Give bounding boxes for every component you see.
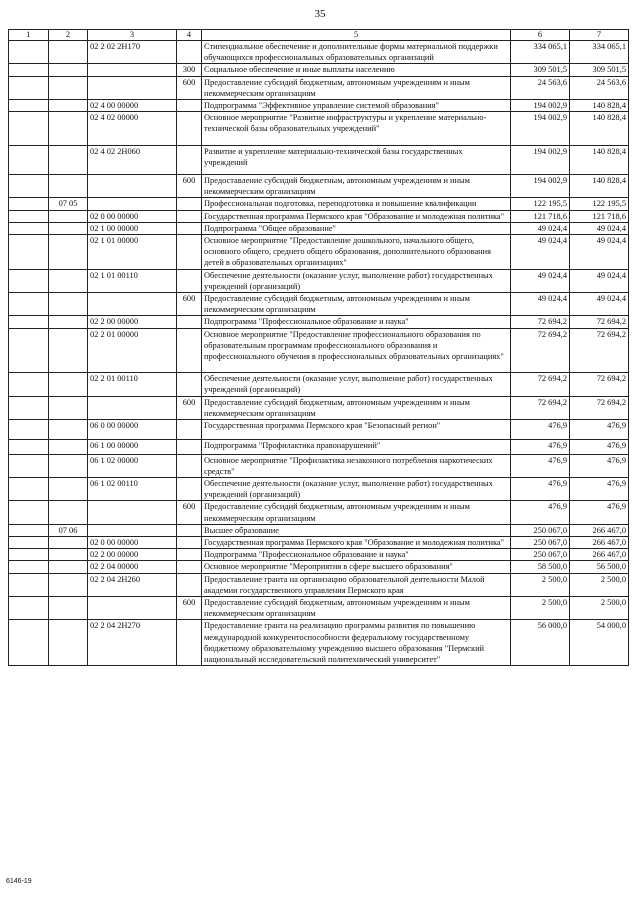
expense-type-cell	[177, 440, 202, 454]
item-name-cell: Подпрограмма "Общее образование"	[202, 222, 511, 234]
table-row	[9, 235, 629, 270]
amount-year2-cell: 266 467,0	[570, 536, 629, 548]
expense-type-cell	[177, 620, 202, 666]
item-name-cell: Основное мероприятие "Развитие инфраструктуры и укрепление материально-технической базы образовательных учреждений"	[202, 112, 511, 145]
target-code-cell	[88, 524, 177, 536]
amount-year2-cell: 140 828,4	[570, 175, 629, 198]
amount-year2-cell: 140 828,4	[570, 100, 629, 112]
item-name-cell: Государственная программа Пермского края "Образование и молодежная политика"	[202, 210, 511, 222]
target-code-cell: 02 1 01 00110	[88, 269, 177, 292]
amount-year2-cell: 72 694,2	[570, 396, 629, 419]
table-row	[9, 596, 629, 619]
amount-year1-cell: 56 000,0	[511, 620, 570, 666]
item-name-cell: Основное мероприятие "Мероприятия в сфере высшего образования"	[202, 561, 511, 573]
item-name-cell: Основное мероприятие "Профилактика незаконного потребления наркотических средств"	[202, 454, 511, 477]
empty-cell	[9, 76, 49, 99]
amount-year1-cell: 49 024,4	[511, 269, 570, 292]
amount-year1-cell: 72 694,2	[511, 396, 570, 419]
section-code-cell	[49, 477, 88, 500]
item-name-cell: Основное мероприятие "Предоставление дошкольного, начального общего, основного общего, среднего общего образования, дополнительного образования детей в образовательных организациях"	[202, 235, 511, 270]
empty-cell	[9, 316, 49, 328]
expense-type-cell: 600	[177, 596, 202, 619]
target-code-cell: 06 1 02 00110	[88, 477, 177, 500]
amount-year2-cell: 476,9	[570, 420, 629, 440]
table-row	[9, 64, 629, 76]
amount-year2-cell: 309 501,5	[570, 64, 629, 76]
amount-year1-cell: 49 024,4	[511, 235, 570, 270]
target-code-cell: 02 0 00 00000	[88, 210, 177, 222]
empty-cell	[9, 41, 49, 64]
item-name-cell: Предоставление субсидий бюджетным, автономным учреждениям и иным некоммерческим организациям	[202, 76, 511, 99]
amount-year2-cell: 266 467,0	[570, 549, 629, 561]
empty-cell	[9, 100, 49, 112]
item-name-cell: Государственная программа Пермского края "Образование и молодежная политика"	[202, 536, 511, 548]
target-code-cell: 02 2 01 00000	[88, 328, 177, 373]
amount-year1-cell: 476,9	[511, 440, 570, 454]
target-code-cell: 02 2 04 2Н260	[88, 573, 177, 596]
section-code-cell	[49, 454, 88, 477]
amount-year2-cell: 49 024,4	[570, 222, 629, 234]
target-code-cell: 02 1 01 00000	[88, 235, 177, 270]
amount-year1-cell: 476,9	[511, 454, 570, 477]
amount-year1-cell: 122 195,5	[511, 198, 570, 210]
amount-year1-cell: 476,9	[511, 477, 570, 500]
target-code-cell: 02 4 00 00000	[88, 100, 177, 112]
section-code-cell	[49, 235, 88, 270]
item-name-cell: Подпрограмма "Профессиональное образование и наука"	[202, 549, 511, 561]
expense-type-cell	[177, 100, 202, 112]
empty-cell	[9, 573, 49, 596]
col-header-6: 6	[511, 30, 570, 41]
amount-year2-cell: 72 694,2	[570, 328, 629, 373]
target-code-cell: 02 1 00 00000	[88, 222, 177, 234]
amount-year1-cell: 2 500,0	[511, 596, 570, 619]
empty-cell	[9, 477, 49, 500]
table-row	[9, 198, 629, 210]
item-name-cell: Подпрограмма "Профессиональное образование и наука"	[202, 316, 511, 328]
item-name-cell: Предоставление субсидий бюджетным, автономным учреждениям и иным некоммерческим организациям	[202, 596, 511, 619]
amount-year1-cell: 72 694,2	[511, 328, 570, 373]
expense-type-cell	[177, 269, 202, 292]
empty-cell	[9, 328, 49, 373]
target-code-cell: 06 0 00 00000	[88, 420, 177, 440]
table-row	[9, 328, 629, 373]
amount-year2-cell: 72 694,2	[570, 316, 629, 328]
expense-type-cell	[177, 573, 202, 596]
amount-year2-cell: 2 500,0	[570, 596, 629, 619]
item-name-cell: Предоставление субсидий бюджетным, автономным учреждениям и иным некоммерческим организациям	[202, 293, 511, 316]
table-row	[9, 269, 629, 292]
empty-cell	[9, 440, 49, 454]
section-code-cell	[49, 536, 88, 548]
target-code-cell: 02 2 00 00000	[88, 549, 177, 561]
section-code-cell	[49, 501, 88, 524]
table-row	[9, 420, 629, 440]
amount-year2-cell: 476,9	[570, 477, 629, 500]
section-code-cell	[49, 328, 88, 373]
amount-year1-cell: 58 500,0	[511, 561, 570, 573]
item-name-cell: Предоставление субсидий бюджетным, автономным учреждениям и иным некоммерческим организациям	[202, 396, 511, 419]
amount-year2-cell: 476,9	[570, 501, 629, 524]
expense-type-cell: 300	[177, 64, 202, 76]
section-code-cell	[49, 440, 88, 454]
table-row	[9, 100, 629, 112]
item-name-cell: Подпрограмма "Эффективное управление системой образования"	[202, 100, 511, 112]
expense-type-cell	[177, 316, 202, 328]
amount-year2-cell: 72 694,2	[570, 373, 629, 396]
item-name-cell: Предоставление гранта на реализацию программы развития по повышению международной конкурентоспособности федеральному государственному бюджетному образовательному учреждению высшего образования "Пермский национальный исследовательский политехнический университет"	[202, 620, 511, 666]
empty-cell	[9, 420, 49, 440]
section-code-cell	[49, 64, 88, 76]
target-code-cell: 02 0 00 00000	[88, 536, 177, 548]
amount-year1-cell: 250 067,0	[511, 524, 570, 536]
empty-cell	[9, 175, 49, 198]
target-code-cell: 06 1 02 00000	[88, 454, 177, 477]
table-row	[9, 41, 629, 64]
table-row	[9, 477, 629, 500]
item-name-cell: Подпрограмма "Профилактика правонарушений"	[202, 440, 511, 454]
table-row	[9, 293, 629, 316]
amount-year2-cell: 334 065,1	[570, 41, 629, 64]
amount-year1-cell: 476,9	[511, 501, 570, 524]
table-row	[9, 549, 629, 561]
section-code-cell	[49, 549, 88, 561]
col-header-4: 4	[177, 30, 202, 41]
target-code-cell	[88, 293, 177, 316]
table-row	[9, 76, 629, 99]
section-code-cell	[49, 620, 88, 666]
expense-type-cell	[177, 41, 202, 64]
empty-cell	[9, 561, 49, 573]
table-row	[9, 210, 629, 222]
target-code-cell	[88, 175, 177, 198]
item-name-cell: Предоставление субсидий бюджетным, автономным учреждениям и иным некоммерческим организациям	[202, 175, 511, 198]
empty-cell	[9, 293, 49, 316]
empty-cell	[9, 222, 49, 234]
target-code-cell: 02 4 02 00000	[88, 112, 177, 145]
col-header-2: 2	[49, 30, 88, 41]
section-code-cell: 07 05	[49, 198, 88, 210]
empty-cell	[9, 112, 49, 145]
expense-type-cell	[177, 454, 202, 477]
target-code-cell	[88, 396, 177, 419]
item-name-cell: Государственная программа Пермского края "Безопасный регион"	[202, 420, 511, 440]
table-row	[9, 536, 629, 548]
table-row	[9, 175, 629, 198]
expense-type-cell: 600	[177, 501, 202, 524]
item-name-cell: Основное мероприятие "Предоставление профессионального образования по образовательным программам профессионального образования и профессионального обучения в профессиональных образовательных организациях"	[202, 328, 511, 373]
empty-cell	[9, 373, 49, 396]
target-code-cell	[88, 198, 177, 210]
expense-type-cell	[177, 222, 202, 234]
table-row	[9, 373, 629, 396]
table-row	[9, 396, 629, 419]
item-name-cell: Предоставление гранта на организацию образовательной деятельности Малой академии государственного управления Пермского края	[202, 573, 511, 596]
item-name-cell: Предоставление субсидий бюджетным, автономным учреждениям и иным некоммерческим организациям	[202, 501, 511, 524]
amount-year2-cell: 2 500,0	[570, 573, 629, 596]
amount-year1-cell: 24 563,6	[511, 76, 570, 99]
section-code-cell	[49, 573, 88, 596]
section-code-cell	[49, 76, 88, 99]
empty-cell	[9, 269, 49, 292]
amount-year1-cell: 194 002,9	[511, 145, 570, 174]
item-name-cell: Социальное обеспечение и иные выплаты населению	[202, 64, 511, 76]
empty-cell	[9, 210, 49, 222]
target-code-cell: 06 1 00 00000	[88, 440, 177, 454]
section-code-cell	[49, 222, 88, 234]
section-code-cell	[49, 293, 88, 316]
amount-year1-cell: 194 002,9	[511, 175, 570, 198]
target-code-cell	[88, 596, 177, 619]
expense-type-cell	[177, 328, 202, 373]
table-row	[9, 573, 629, 596]
section-code-cell: 07 06	[49, 524, 88, 536]
section-code-cell	[49, 145, 88, 174]
amount-year2-cell: 54 000,0	[570, 620, 629, 666]
amount-year1-cell: 49 024,4	[511, 222, 570, 234]
empty-cell	[9, 396, 49, 419]
amount-year2-cell: 140 828,4	[570, 145, 629, 174]
section-code-cell	[49, 269, 88, 292]
page-number: 35	[314, 8, 326, 20]
table-row	[9, 524, 629, 536]
target-code-cell: 02 2 01 00110	[88, 373, 177, 396]
amount-year1-cell: 72 694,2	[511, 373, 570, 396]
amount-year2-cell: 122 195,5	[570, 198, 629, 210]
amount-year1-cell: 194 002,9	[511, 112, 570, 145]
empty-cell	[9, 235, 49, 270]
document-id: 6146-19	[6, 878, 32, 885]
section-code-cell	[49, 112, 88, 145]
item-name-cell: Высшее образование	[202, 524, 511, 536]
expense-type-cell	[177, 477, 202, 500]
expense-type-cell	[177, 112, 202, 145]
amount-year1-cell: 334 065,1	[511, 41, 570, 64]
item-name-cell: Обеспечение деятельности (оказание услуг, выполнение работ) государственных учреждений (организаций)	[202, 373, 511, 396]
expense-type-cell	[177, 210, 202, 222]
table-row	[9, 454, 629, 477]
amount-year2-cell: 49 024,4	[570, 293, 629, 316]
target-code-cell	[88, 76, 177, 99]
empty-cell	[9, 501, 49, 524]
empty-cell	[9, 198, 49, 210]
header-row	[9, 30, 629, 41]
expense-type-cell	[177, 536, 202, 548]
item-name-cell: Обеспечение деятельности (оказание услуг, выполнение работ) государственных учреждений (организаций)	[202, 269, 511, 292]
table-row	[9, 561, 629, 573]
table-row	[9, 501, 629, 524]
expense-type-cell	[177, 145, 202, 174]
table-row	[9, 222, 629, 234]
empty-cell	[9, 549, 49, 561]
expense-type-cell: 600	[177, 396, 202, 419]
section-code-cell	[49, 175, 88, 198]
item-name-cell: Развитие и укрепление материально-технической базы государственных учреждений	[202, 145, 511, 174]
table-row	[9, 145, 629, 174]
target-code-cell: 02 2 00 00000	[88, 316, 177, 328]
expense-type-cell	[177, 420, 202, 440]
amount-year1-cell: 121 718,6	[511, 210, 570, 222]
empty-cell	[9, 145, 49, 174]
expense-type-cell	[177, 524, 202, 536]
target-code-cell: 02 4 02 2Н060	[88, 145, 177, 174]
col-header-3: 3	[88, 30, 177, 41]
expense-type-cell	[177, 549, 202, 561]
amount-year2-cell: 24 563,6	[570, 76, 629, 99]
section-code-cell	[49, 420, 88, 440]
amount-year1-cell: 2 500,0	[511, 573, 570, 596]
empty-cell	[9, 620, 49, 666]
amount-year2-cell: 49 024,4	[570, 269, 629, 292]
section-code-cell	[49, 41, 88, 64]
expense-type-cell: 600	[177, 76, 202, 99]
amount-year2-cell: 476,9	[570, 440, 629, 454]
section-code-cell	[49, 561, 88, 573]
expense-type-cell: 600	[177, 293, 202, 316]
section-code-cell	[49, 373, 88, 396]
amount-year1-cell: 476,9	[511, 420, 570, 440]
amount-year1-cell: 194 002,9	[511, 100, 570, 112]
amount-year1-cell: 49 024,4	[511, 293, 570, 316]
section-code-cell	[49, 596, 88, 619]
amount-year1-cell: 309 501,5	[511, 64, 570, 76]
amount-year2-cell: 121 718,6	[570, 210, 629, 222]
amount-year2-cell: 49 024,4	[570, 235, 629, 270]
section-code-cell	[49, 100, 88, 112]
expense-type-cell	[177, 373, 202, 396]
amount-year1-cell: 72 694,2	[511, 316, 570, 328]
target-code-cell: 02 2 04 2Н270	[88, 620, 177, 666]
target-code-cell: 02 2 02 2Н170	[88, 41, 177, 64]
expense-type-cell	[177, 235, 202, 270]
amount-year2-cell: 56 500,0	[570, 561, 629, 573]
amount-year2-cell: 476,9	[570, 454, 629, 477]
table-row	[9, 440, 629, 454]
amount-year1-cell: 250 067,0	[511, 549, 570, 561]
col-header-7: 7	[570, 30, 629, 41]
table-body	[9, 41, 629, 666]
item-name-cell: Обеспечение деятельности (оказание услуг, выполнение работ) государственных учреждений (организаций)	[202, 477, 511, 500]
target-code-cell	[88, 501, 177, 524]
expense-type-cell	[177, 198, 202, 210]
expense-type-cell: 600	[177, 175, 202, 198]
item-name-cell: Стипендиальное обеспечение и дополнительные формы материальной поддержки обучающихся профессиональных образовательных организаций	[202, 41, 511, 64]
target-code-cell	[88, 64, 177, 76]
expense-type-cell	[177, 561, 202, 573]
amount-year2-cell: 140 828,4	[570, 112, 629, 145]
empty-cell	[9, 536, 49, 548]
section-code-cell	[49, 396, 88, 419]
table-row	[9, 112, 629, 145]
section-code-cell	[49, 316, 88, 328]
empty-cell	[9, 64, 49, 76]
empty-cell	[9, 454, 49, 477]
budget-table	[8, 29, 629, 666]
section-code-cell	[49, 210, 88, 222]
col-header-5: 5	[202, 30, 511, 41]
table-row	[9, 316, 629, 328]
table-row	[9, 620, 629, 666]
amount-year2-cell: 266 467,0	[570, 524, 629, 536]
empty-cell	[9, 524, 49, 536]
empty-cell	[9, 596, 49, 619]
col-header-1: 1	[9, 30, 49, 41]
item-name-cell: Профессиональная подготовка, переподготовка и повышение квалификации	[202, 198, 511, 210]
target-code-cell: 02 2 04 00000	[88, 561, 177, 573]
amount-year1-cell: 250 067,0	[511, 536, 570, 548]
